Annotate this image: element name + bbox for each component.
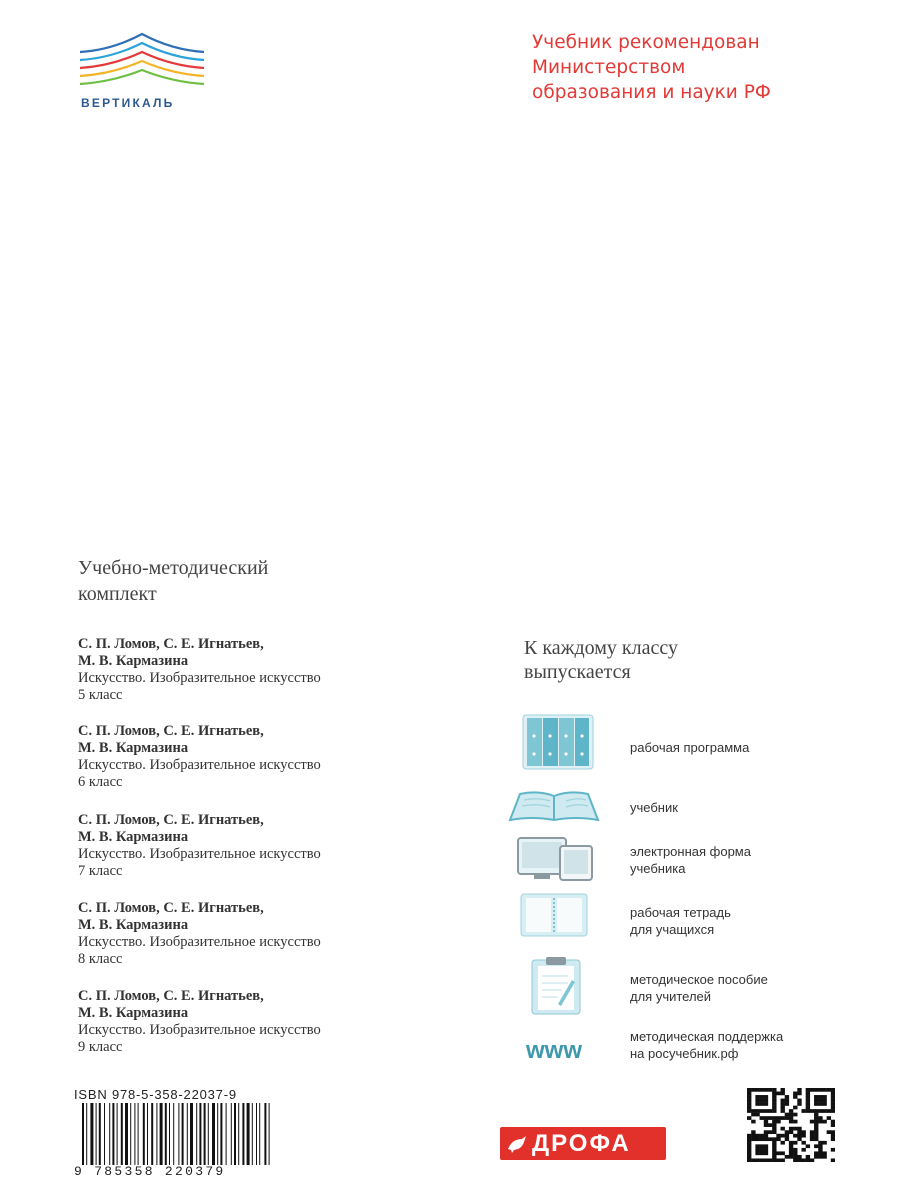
logo-wordmark: ВЕРТИКАЛЬ: [81, 96, 175, 110]
clipboard-icon: [528, 956, 584, 1016]
book-authors: С. П. Ломов, С. Е. Игнатьев,: [78, 900, 264, 916]
book-authors: С. П. Ломов, С. Е. Игнатьев,: [78, 988, 264, 1004]
product-label: [630, 843, 751, 877]
open-book-icon: [508, 788, 600, 824]
book-title: Искусство. Изобразительное искусство: [78, 846, 321, 862]
book-title: Искусство. Изобразительное искусство: [78, 934, 321, 950]
book-title: Искусство. Изобразительное искусство: [78, 757, 321, 773]
book-authors: С. П. Ломов, С. Е. Игнатьев,: [78, 636, 264, 652]
product-label-line: на росучебник.рф: [630, 1046, 739, 1061]
book-entry: [78, 988, 408, 1056]
product-label-line: учебника: [630, 861, 686, 876]
devices-icon: [516, 836, 596, 882]
book-grade: 7 класс: [78, 863, 123, 879]
series-title-line: комплект: [78, 583, 157, 605]
book-authors: М. В. Кармазина: [78, 1005, 189, 1021]
qr-code: [747, 1088, 835, 1162]
rainbow-roof-icon: [72, 30, 212, 96]
www-icon: [510, 1034, 598, 1066]
product-label-line: рабочая программа: [630, 740, 750, 755]
product-label: [630, 739, 749, 756]
series-title-line: Учебно-методический: [78, 557, 269, 579]
product-label-line: учебник: [630, 800, 678, 815]
recommendation-line: Учебник рекомендован: [532, 32, 760, 53]
book-entry: [78, 900, 408, 968]
product-label-line: для учащихся: [630, 922, 715, 937]
product-label-line: методическое пособие: [630, 972, 768, 987]
barcode-number: 9 785358 220379: [74, 1164, 226, 1179]
isbn-label: ISBN 978-5-358-22037-9: [74, 1087, 237, 1102]
product-label: [630, 971, 768, 1005]
product-label: [630, 1028, 783, 1062]
book-grade: 8 класс: [78, 951, 123, 967]
recommendation-line: образования и науки РФ: [532, 82, 771, 103]
bird-icon: [506, 1133, 528, 1155]
book-grade: 9 класс: [78, 1039, 123, 1055]
product-label-line: рабочая тетрадь: [630, 905, 731, 920]
book-authors: С. П. Ломов, С. Е. Игнатьев,: [78, 723, 264, 739]
www-icon-text: www: [525, 1037, 583, 1064]
book-grade: 6 класс: [78, 774, 123, 790]
product-label: [630, 799, 678, 816]
each-class-title-line: К каждому классу: [524, 637, 678, 659]
book-title: Искусство. Изобразительное искусство: [78, 1022, 321, 1038]
book-authors: М. В. Кармазина: [78, 653, 189, 669]
publisher-logo: [500, 1127, 666, 1160]
product-label-line: электронная форма: [630, 844, 751, 859]
ministry-recommendation: [532, 30, 832, 105]
book-authors: М. В. Кармазина: [78, 740, 189, 756]
vertikal-logo: [72, 30, 212, 115]
binder-icon: [522, 714, 594, 770]
product-label-line: методическая поддержка: [630, 1029, 784, 1044]
book-grade: 5 класс: [78, 687, 123, 703]
book-authors: М. В. Кармазина: [78, 829, 189, 845]
recommendation-line: Министерством: [532, 57, 686, 78]
series-title: [78, 555, 268, 607]
book-title: Искусство. Изобразительное искусство: [78, 670, 321, 686]
each-class-title: [524, 636, 678, 684]
barcode: [74, 1103, 274, 1165]
book-entry: [78, 812, 408, 880]
publisher-name: ДРОФА: [532, 1130, 631, 1157]
book-authors: С. П. Ломов, С. Е. Игнатьев,: [78, 812, 264, 828]
product-label: [630, 904, 731, 938]
book-authors: М. В. Кармазина: [78, 917, 189, 933]
product-label-line: для учителей: [630, 989, 712, 1004]
notebook-icon: [520, 893, 588, 937]
book-entry: [78, 636, 408, 704]
each-class-title-line: выпускается: [524, 661, 631, 683]
book-entry: [78, 723, 408, 791]
